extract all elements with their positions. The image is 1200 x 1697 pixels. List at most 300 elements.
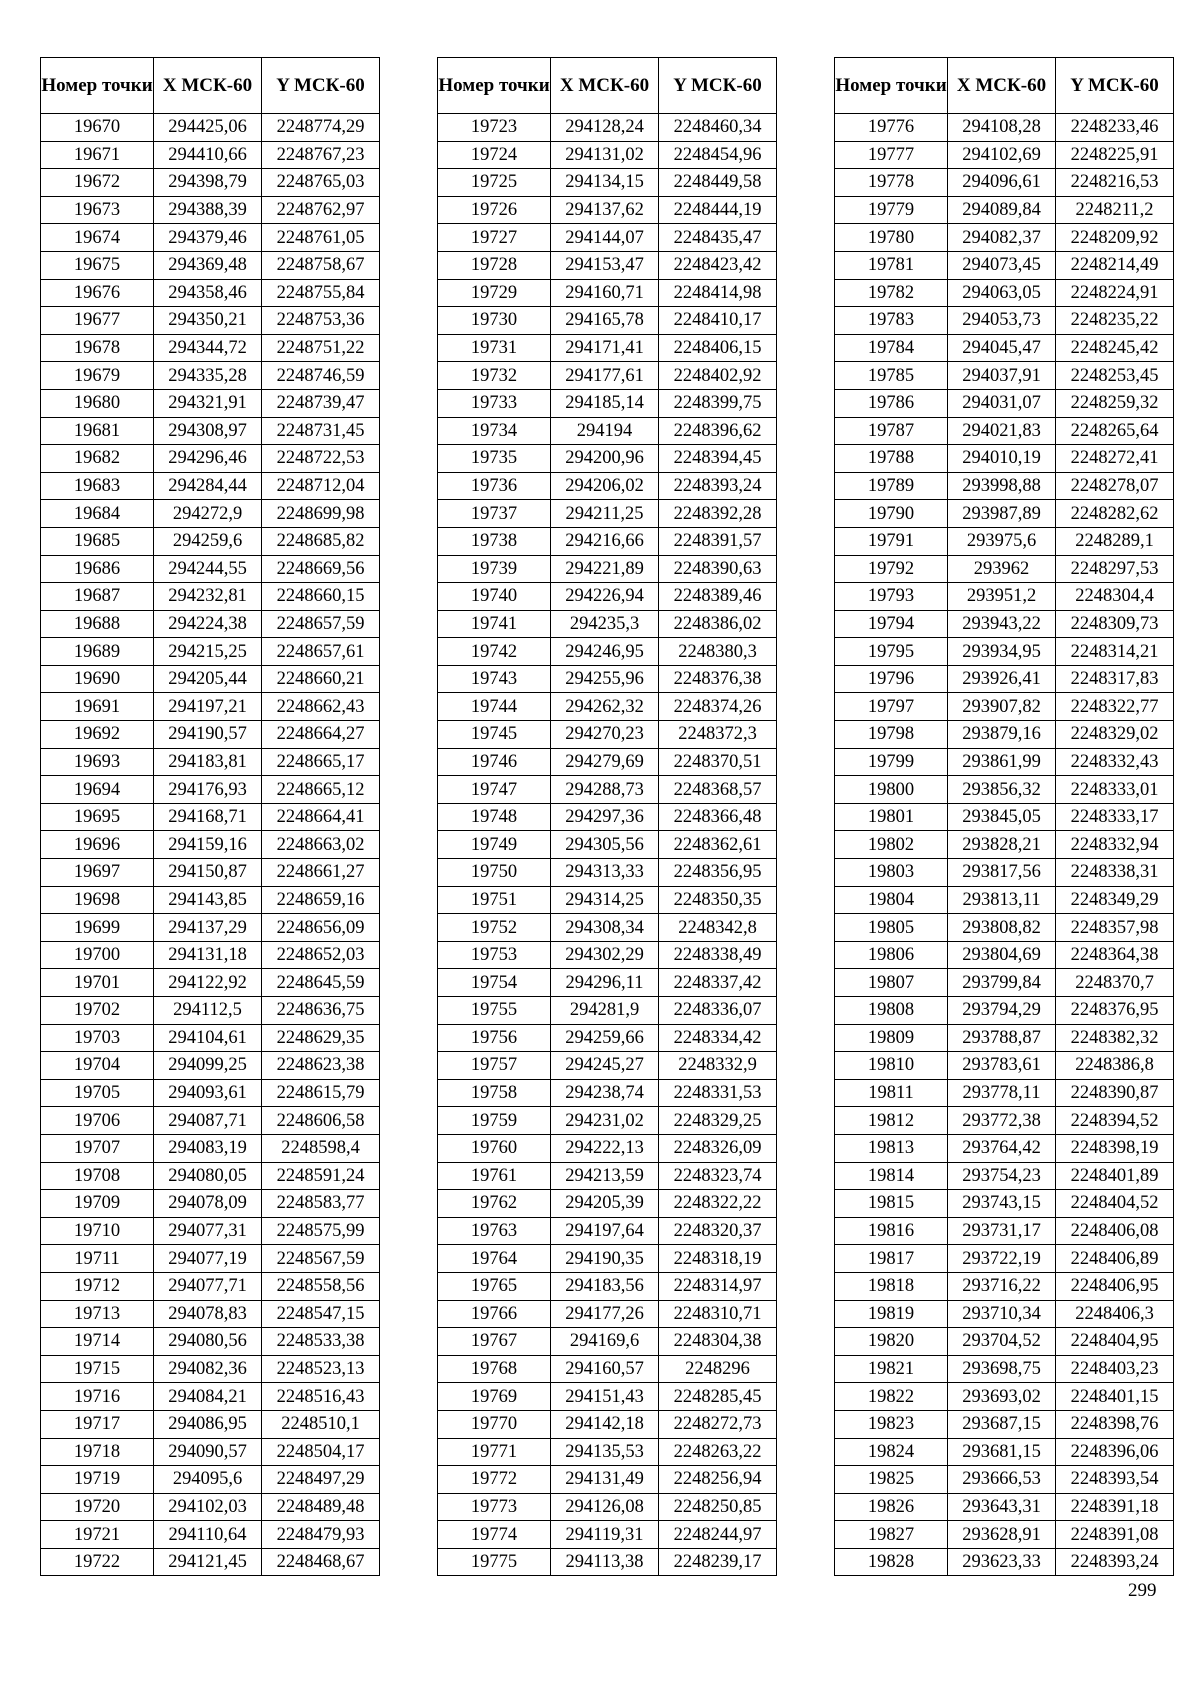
point-number-cell: 19735 xyxy=(438,445,551,473)
x-coordinate-cell: 294137,29 xyxy=(154,914,262,942)
x-coordinate-cell: 293628,91 xyxy=(948,1521,1056,1549)
table-row xyxy=(41,941,380,969)
header-x-coordinate: X МСК-60 xyxy=(551,58,659,114)
y-coordinate-cell: 2248398,76 xyxy=(1056,1410,1174,1438)
x-coordinate-cell: 294078,83 xyxy=(154,1300,262,1328)
x-coordinate-cell: 294144,07 xyxy=(551,224,659,252)
y-coordinate-cell: 2248392,28 xyxy=(659,500,777,528)
table-row xyxy=(835,389,1174,417)
y-coordinate-cell: 2248332,9 xyxy=(659,1052,777,1080)
table-row xyxy=(438,1272,777,1300)
y-coordinate-cell: 2248386,8 xyxy=(1056,1052,1174,1080)
x-coordinate-cell: 294302,29 xyxy=(551,941,659,969)
point-number-cell: 19720 xyxy=(41,1493,154,1521)
y-coordinate-cell: 2248663,02 xyxy=(262,831,380,859)
point-number-cell: 19759 xyxy=(438,1107,551,1135)
x-coordinate-cell: 293754,23 xyxy=(948,1162,1056,1190)
table-row xyxy=(438,914,777,942)
table-row xyxy=(438,527,777,555)
x-coordinate-cell: 294095,6 xyxy=(154,1466,262,1494)
table-row xyxy=(835,859,1174,887)
table-row xyxy=(41,1134,380,1162)
x-coordinate-cell: 293731,17 xyxy=(948,1217,1056,1245)
y-coordinate-cell: 2248406,95 xyxy=(1056,1272,1174,1300)
x-coordinate-cell: 294206,02 xyxy=(551,472,659,500)
x-coordinate-cell: 294083,19 xyxy=(154,1134,262,1162)
x-coordinate-cell: 293926,41 xyxy=(948,665,1056,693)
x-coordinate-cell: 294150,87 xyxy=(154,859,262,887)
table-row xyxy=(41,279,380,307)
x-coordinate-cell: 294099,25 xyxy=(154,1052,262,1080)
x-coordinate-cell: 294113,38 xyxy=(551,1548,659,1576)
point-number-cell: 19682 xyxy=(41,445,154,473)
table-row xyxy=(41,224,380,252)
x-coordinate-cell: 293799,84 xyxy=(948,969,1056,997)
point-number-cell: 19828 xyxy=(835,1548,948,1576)
x-coordinate-cell: 294159,16 xyxy=(154,831,262,859)
table-row xyxy=(438,445,777,473)
y-coordinate-cell: 2248364,38 xyxy=(1056,941,1174,969)
point-number-cell: 19709 xyxy=(41,1190,154,1218)
x-coordinate-cell: 294197,21 xyxy=(154,693,262,721)
x-coordinate-cell: 293687,15 xyxy=(948,1410,1056,1438)
header-x-coordinate: X МСК-60 xyxy=(948,58,1056,114)
table-row xyxy=(438,997,777,1025)
y-coordinate-cell: 2248289,1 xyxy=(1056,527,1174,555)
point-number-cell: 19727 xyxy=(438,224,551,252)
x-coordinate-cell: 294226,94 xyxy=(551,583,659,611)
table-row xyxy=(835,334,1174,362)
table-row xyxy=(438,748,777,776)
table-row xyxy=(835,1410,1174,1438)
point-number-cell: 19691 xyxy=(41,693,154,721)
table-row xyxy=(41,610,380,638)
y-coordinate-cell: 2248606,58 xyxy=(262,1107,380,1135)
table-row xyxy=(41,1107,380,1135)
point-number-cell: 19686 xyxy=(41,555,154,583)
x-coordinate-cell: 294112,5 xyxy=(154,997,262,1025)
y-coordinate-cell: 2248336,07 xyxy=(659,997,777,1025)
x-coordinate-cell: 294272,9 xyxy=(154,500,262,528)
y-coordinate-cell: 2248575,99 xyxy=(262,1217,380,1245)
x-coordinate-cell: 294200,96 xyxy=(551,445,659,473)
x-coordinate-cell: 293962 xyxy=(948,555,1056,583)
point-number-cell: 19680 xyxy=(41,389,154,417)
point-number-cell: 19774 xyxy=(438,1521,551,1549)
table-row xyxy=(438,1079,777,1107)
table-row xyxy=(41,886,380,914)
y-coordinate-cell: 2248329,02 xyxy=(1056,721,1174,749)
coordinates-table-3 xyxy=(834,57,1174,1576)
x-coordinate-cell: 294077,31 xyxy=(154,1217,262,1245)
x-coordinate-cell: 294321,91 xyxy=(154,389,262,417)
y-coordinate-cell: 2248753,36 xyxy=(262,307,380,335)
x-coordinate-cell: 293704,52 xyxy=(948,1328,1056,1356)
point-number-cell: 19734 xyxy=(438,417,551,445)
y-coordinate-cell: 2248645,59 xyxy=(262,969,380,997)
y-coordinate-cell: 2248386,02 xyxy=(659,610,777,638)
y-coordinate-cell: 2248259,32 xyxy=(1056,389,1174,417)
y-coordinate-cell: 2248468,67 xyxy=(262,1548,380,1576)
y-coordinate-cell: 2248410,17 xyxy=(659,307,777,335)
table-row xyxy=(835,914,1174,942)
point-number-cell: 19681 xyxy=(41,417,154,445)
table-row xyxy=(835,1052,1174,1080)
point-number-cell: 19783 xyxy=(835,307,948,335)
y-coordinate-cell: 2248657,59 xyxy=(262,610,380,638)
table-row xyxy=(438,1162,777,1190)
point-number-cell: 19762 xyxy=(438,1190,551,1218)
point-number-cell: 19677 xyxy=(41,307,154,335)
x-coordinate-cell: 294102,03 xyxy=(154,1493,262,1521)
x-coordinate-cell: 294153,47 xyxy=(551,251,659,279)
x-coordinate-cell: 294279,69 xyxy=(551,748,659,776)
y-coordinate-cell: 2248368,57 xyxy=(659,776,777,804)
y-coordinate-cell: 2248333,17 xyxy=(1056,803,1174,831)
point-number-cell: 19794 xyxy=(835,610,948,638)
x-coordinate-cell: 294045,47 xyxy=(948,334,1056,362)
table-row xyxy=(835,1328,1174,1356)
table-row xyxy=(41,748,380,776)
point-number-cell: 19809 xyxy=(835,1024,948,1052)
point-number-cell: 19757 xyxy=(438,1052,551,1080)
y-coordinate-cell: 2248393,24 xyxy=(1056,1548,1174,1576)
x-coordinate-cell: 294232,81 xyxy=(154,583,262,611)
table-row xyxy=(835,1134,1174,1162)
point-number-cell: 19813 xyxy=(835,1134,948,1162)
table-row xyxy=(41,1245,380,1273)
x-coordinate-cell: 294108,28 xyxy=(948,114,1056,142)
table-row xyxy=(41,1521,380,1549)
table-row xyxy=(438,1190,777,1218)
point-number-cell: 19700 xyxy=(41,941,154,969)
table-row xyxy=(835,472,1174,500)
y-coordinate-cell: 2248245,42 xyxy=(1056,334,1174,362)
y-coordinate-cell: 2248402,92 xyxy=(659,362,777,390)
y-coordinate-cell: 2248664,41 xyxy=(262,803,380,831)
x-coordinate-cell: 294183,81 xyxy=(154,748,262,776)
y-coordinate-cell: 2248523,13 xyxy=(262,1355,380,1383)
x-coordinate-cell: 293808,82 xyxy=(948,914,1056,942)
table-row xyxy=(41,362,380,390)
table-row xyxy=(438,1024,777,1052)
x-coordinate-cell: 293722,19 xyxy=(948,1245,1056,1273)
point-number-cell: 19723 xyxy=(438,114,551,142)
x-coordinate-cell: 294190,35 xyxy=(551,1245,659,1273)
point-number-cell: 19781 xyxy=(835,251,948,279)
x-coordinate-cell: 293710,34 xyxy=(948,1300,1056,1328)
point-number-cell: 19744 xyxy=(438,693,551,721)
y-coordinate-cell: 2248333,01 xyxy=(1056,776,1174,804)
y-coordinate-cell: 2248272,73 xyxy=(659,1410,777,1438)
point-number-cell: 19746 xyxy=(438,748,551,776)
y-coordinate-cell: 2248391,57 xyxy=(659,527,777,555)
x-coordinate-cell: 294296,11 xyxy=(551,969,659,997)
x-coordinate-cell: 294190,57 xyxy=(154,721,262,749)
header-y-coordinate: Y МСК-60 xyxy=(659,58,777,114)
y-coordinate-cell: 2248366,48 xyxy=(659,803,777,831)
table-row xyxy=(835,583,1174,611)
point-number-cell: 19819 xyxy=(835,1300,948,1328)
table-row xyxy=(835,1300,1174,1328)
y-coordinate-cell: 2248318,19 xyxy=(659,1245,777,1273)
table-row xyxy=(41,1493,380,1521)
y-coordinate-cell: 2248309,73 xyxy=(1056,610,1174,638)
x-coordinate-cell: 294244,55 xyxy=(154,555,262,583)
table-row xyxy=(41,1190,380,1218)
x-coordinate-cell: 293666,53 xyxy=(948,1466,1056,1494)
x-coordinate-cell: 293698,75 xyxy=(948,1355,1056,1383)
y-coordinate-cell: 2248338,49 xyxy=(659,941,777,969)
table-row xyxy=(41,389,380,417)
x-coordinate-cell: 294185,14 xyxy=(551,389,659,417)
point-number-cell: 19748 xyxy=(438,803,551,831)
y-coordinate-cell: 2248510,1 xyxy=(262,1410,380,1438)
table-row xyxy=(41,196,380,224)
point-number-cell: 19726 xyxy=(438,196,551,224)
point-number-cell: 19775 xyxy=(438,1548,551,1576)
x-coordinate-cell: 294010,19 xyxy=(948,445,1056,473)
x-coordinate-cell: 294078,09 xyxy=(154,1190,262,1218)
table-row xyxy=(835,1521,1174,1549)
table-row xyxy=(41,1438,380,1466)
point-number-cell: 19798 xyxy=(835,721,948,749)
y-coordinate-cell: 2248278,07 xyxy=(1056,472,1174,500)
y-coordinate-cell: 2248376,38 xyxy=(659,665,777,693)
table-row xyxy=(438,555,777,583)
point-number-cell: 19675 xyxy=(41,251,154,279)
y-coordinate-cell: 2248326,09 xyxy=(659,1134,777,1162)
x-coordinate-cell: 294281,9 xyxy=(551,997,659,1025)
y-coordinate-cell: 2248235,22 xyxy=(1056,307,1174,335)
y-coordinate-cell: 2248712,04 xyxy=(262,472,380,500)
y-coordinate-cell: 2248362,61 xyxy=(659,831,777,859)
point-number-cell: 19758 xyxy=(438,1079,551,1107)
table-row xyxy=(835,1383,1174,1411)
table-row xyxy=(438,389,777,417)
point-number-cell: 19725 xyxy=(438,169,551,197)
point-number-cell: 19818 xyxy=(835,1272,948,1300)
point-number-cell: 19742 xyxy=(438,638,551,666)
table-row xyxy=(835,1272,1174,1300)
point-number-cell: 19690 xyxy=(41,665,154,693)
x-coordinate-cell: 294369,48 xyxy=(154,251,262,279)
point-number-cell: 19769 xyxy=(438,1383,551,1411)
table-row xyxy=(835,114,1174,142)
y-coordinate-cell: 2248394,45 xyxy=(659,445,777,473)
table-row xyxy=(438,251,777,279)
y-coordinate-cell: 2248310,71 xyxy=(659,1300,777,1328)
table-row xyxy=(41,665,380,693)
point-number-cell: 19800 xyxy=(835,776,948,804)
table-row xyxy=(438,1548,777,1576)
y-coordinate-cell: 2248629,35 xyxy=(262,1024,380,1052)
point-number-cell: 19812 xyxy=(835,1107,948,1135)
table-row xyxy=(835,941,1174,969)
x-coordinate-cell: 294169,6 xyxy=(551,1328,659,1356)
table-row xyxy=(835,1245,1174,1273)
y-coordinate-cell: 2248214,49 xyxy=(1056,251,1174,279)
table-row xyxy=(41,638,380,666)
table-row xyxy=(438,886,777,914)
point-number-cell: 19688 xyxy=(41,610,154,638)
y-coordinate-cell: 2248323,74 xyxy=(659,1162,777,1190)
y-coordinate-cell: 2248660,15 xyxy=(262,583,380,611)
table-row xyxy=(41,721,380,749)
x-coordinate-cell: 294082,37 xyxy=(948,224,1056,252)
x-coordinate-cell: 294021,83 xyxy=(948,417,1056,445)
point-number-cell: 19814 xyxy=(835,1162,948,1190)
y-coordinate-cell: 2248652,03 xyxy=(262,941,380,969)
point-number-cell: 19698 xyxy=(41,886,154,914)
y-coordinate-cell: 2248297,53 xyxy=(1056,555,1174,583)
x-coordinate-cell: 293783,61 xyxy=(948,1052,1056,1080)
table-row xyxy=(41,831,380,859)
point-number-cell: 19788 xyxy=(835,445,948,473)
table-row xyxy=(835,1079,1174,1107)
x-coordinate-cell: 294121,45 xyxy=(154,1548,262,1576)
x-coordinate-cell: 294314,25 xyxy=(551,886,659,914)
y-coordinate-cell: 2248396,62 xyxy=(659,417,777,445)
x-coordinate-cell: 293975,6 xyxy=(948,527,1056,555)
y-coordinate-cell: 2248755,84 xyxy=(262,279,380,307)
point-number-cell: 19674 xyxy=(41,224,154,252)
y-coordinate-cell: 2248767,23 xyxy=(262,141,380,169)
table-row xyxy=(438,859,777,887)
point-number-cell: 19767 xyxy=(438,1328,551,1356)
y-coordinate-cell: 2248244,97 xyxy=(659,1521,777,1549)
table-row xyxy=(438,1521,777,1549)
x-coordinate-cell: 293951,2 xyxy=(948,583,1056,611)
x-coordinate-cell: 294151,43 xyxy=(551,1383,659,1411)
header-x-coordinate: X МСК-60 xyxy=(154,58,262,114)
table-row xyxy=(835,831,1174,859)
x-coordinate-cell: 294031,07 xyxy=(948,389,1056,417)
x-coordinate-cell: 293856,32 xyxy=(948,776,1056,804)
y-coordinate-cell: 2248332,43 xyxy=(1056,748,1174,776)
y-coordinate-cell: 2248404,95 xyxy=(1056,1328,1174,1356)
point-number-cell: 19753 xyxy=(438,941,551,969)
point-number-cell: 19738 xyxy=(438,527,551,555)
x-coordinate-cell: 294082,36 xyxy=(154,1355,262,1383)
x-coordinate-cell: 294235,3 xyxy=(551,610,659,638)
y-coordinate-cell: 2248460,34 xyxy=(659,114,777,142)
point-number-cell: 19802 xyxy=(835,831,948,859)
table-row xyxy=(41,1024,380,1052)
table-row xyxy=(438,417,777,445)
x-coordinate-cell: 293623,33 xyxy=(948,1548,1056,1576)
x-coordinate-cell: 294222,13 xyxy=(551,1134,659,1162)
table-row xyxy=(41,776,380,804)
y-coordinate-cell: 2248224,91 xyxy=(1056,279,1174,307)
x-coordinate-cell: 294126,08 xyxy=(551,1493,659,1521)
table-row xyxy=(835,886,1174,914)
y-coordinate-cell: 2248317,83 xyxy=(1056,665,1174,693)
point-number-cell: 19739 xyxy=(438,555,551,583)
point-number-cell: 19797 xyxy=(835,693,948,721)
y-coordinate-cell: 2248296 xyxy=(659,1355,777,1383)
point-number-cell: 19751 xyxy=(438,886,551,914)
point-number-cell: 19787 xyxy=(835,417,948,445)
y-coordinate-cell: 2248662,43 xyxy=(262,693,380,721)
y-coordinate-cell: 2248393,54 xyxy=(1056,1466,1174,1494)
x-coordinate-cell: 294143,85 xyxy=(154,886,262,914)
y-coordinate-cell: 2248435,47 xyxy=(659,224,777,252)
table-row xyxy=(41,914,380,942)
table-row xyxy=(835,527,1174,555)
table-row xyxy=(835,141,1174,169)
y-coordinate-cell: 2248374,26 xyxy=(659,693,777,721)
table-row xyxy=(438,1328,777,1356)
header-point-number: Номер точки xyxy=(835,58,948,114)
x-coordinate-cell: 294090,57 xyxy=(154,1438,262,1466)
table-row xyxy=(438,1438,777,1466)
x-coordinate-cell: 294221,89 xyxy=(551,555,659,583)
table-row xyxy=(438,1107,777,1135)
point-number-cell: 19766 xyxy=(438,1300,551,1328)
point-number-cell: 19770 xyxy=(438,1410,551,1438)
table-row xyxy=(438,1052,777,1080)
table-row xyxy=(438,583,777,611)
y-coordinate-cell: 2248657,61 xyxy=(262,638,380,666)
x-coordinate-cell: 294296,46 xyxy=(154,445,262,473)
point-number-cell: 19755 xyxy=(438,997,551,1025)
x-coordinate-cell: 294084,21 xyxy=(154,1383,262,1411)
x-coordinate-cell: 294388,39 xyxy=(154,196,262,224)
table-row xyxy=(835,1217,1174,1245)
x-coordinate-cell: 294259,6 xyxy=(154,527,262,555)
table-row xyxy=(835,1107,1174,1135)
point-number-cell: 19696 xyxy=(41,831,154,859)
header-y-coordinate: Y МСК-60 xyxy=(1056,58,1174,114)
table-row xyxy=(41,555,380,583)
point-number-cell: 19703 xyxy=(41,1024,154,1052)
y-coordinate-cell: 2248567,59 xyxy=(262,1245,380,1273)
table-row xyxy=(41,997,380,1025)
table-row xyxy=(438,141,777,169)
x-coordinate-cell: 294160,71 xyxy=(551,279,659,307)
y-coordinate-cell: 2248665,12 xyxy=(262,776,380,804)
y-coordinate-cell: 2248332,94 xyxy=(1056,831,1174,859)
y-coordinate-cell: 2248342,8 xyxy=(659,914,777,942)
table-row xyxy=(835,1355,1174,1383)
y-coordinate-cell: 2248660,21 xyxy=(262,665,380,693)
x-coordinate-cell: 294398,79 xyxy=(154,169,262,197)
x-coordinate-cell: 294160,57 xyxy=(551,1355,659,1383)
table-row xyxy=(835,251,1174,279)
table-row xyxy=(835,803,1174,831)
x-coordinate-cell: 294211,25 xyxy=(551,500,659,528)
y-coordinate-cell: 2248216,53 xyxy=(1056,169,1174,197)
x-coordinate-cell: 294080,56 xyxy=(154,1328,262,1356)
table-row xyxy=(41,1300,380,1328)
y-coordinate-cell: 2248656,09 xyxy=(262,914,380,942)
y-coordinate-cell: 2248209,92 xyxy=(1056,224,1174,252)
x-coordinate-cell: 294171,41 xyxy=(551,334,659,362)
point-number-cell: 19728 xyxy=(438,251,551,279)
point-number-cell: 19710 xyxy=(41,1217,154,1245)
point-number-cell: 19806 xyxy=(835,941,948,969)
table-row xyxy=(438,1245,777,1273)
y-coordinate-cell: 2248406,08 xyxy=(1056,1217,1174,1245)
point-number-cell: 19676 xyxy=(41,279,154,307)
point-number-cell: 19692 xyxy=(41,721,154,749)
point-number-cell: 19796 xyxy=(835,665,948,693)
point-number-cell: 19789 xyxy=(835,472,948,500)
y-coordinate-cell: 2248761,05 xyxy=(262,224,380,252)
x-coordinate-cell: 294077,19 xyxy=(154,1245,262,1273)
x-coordinate-cell: 294089,84 xyxy=(948,196,1056,224)
